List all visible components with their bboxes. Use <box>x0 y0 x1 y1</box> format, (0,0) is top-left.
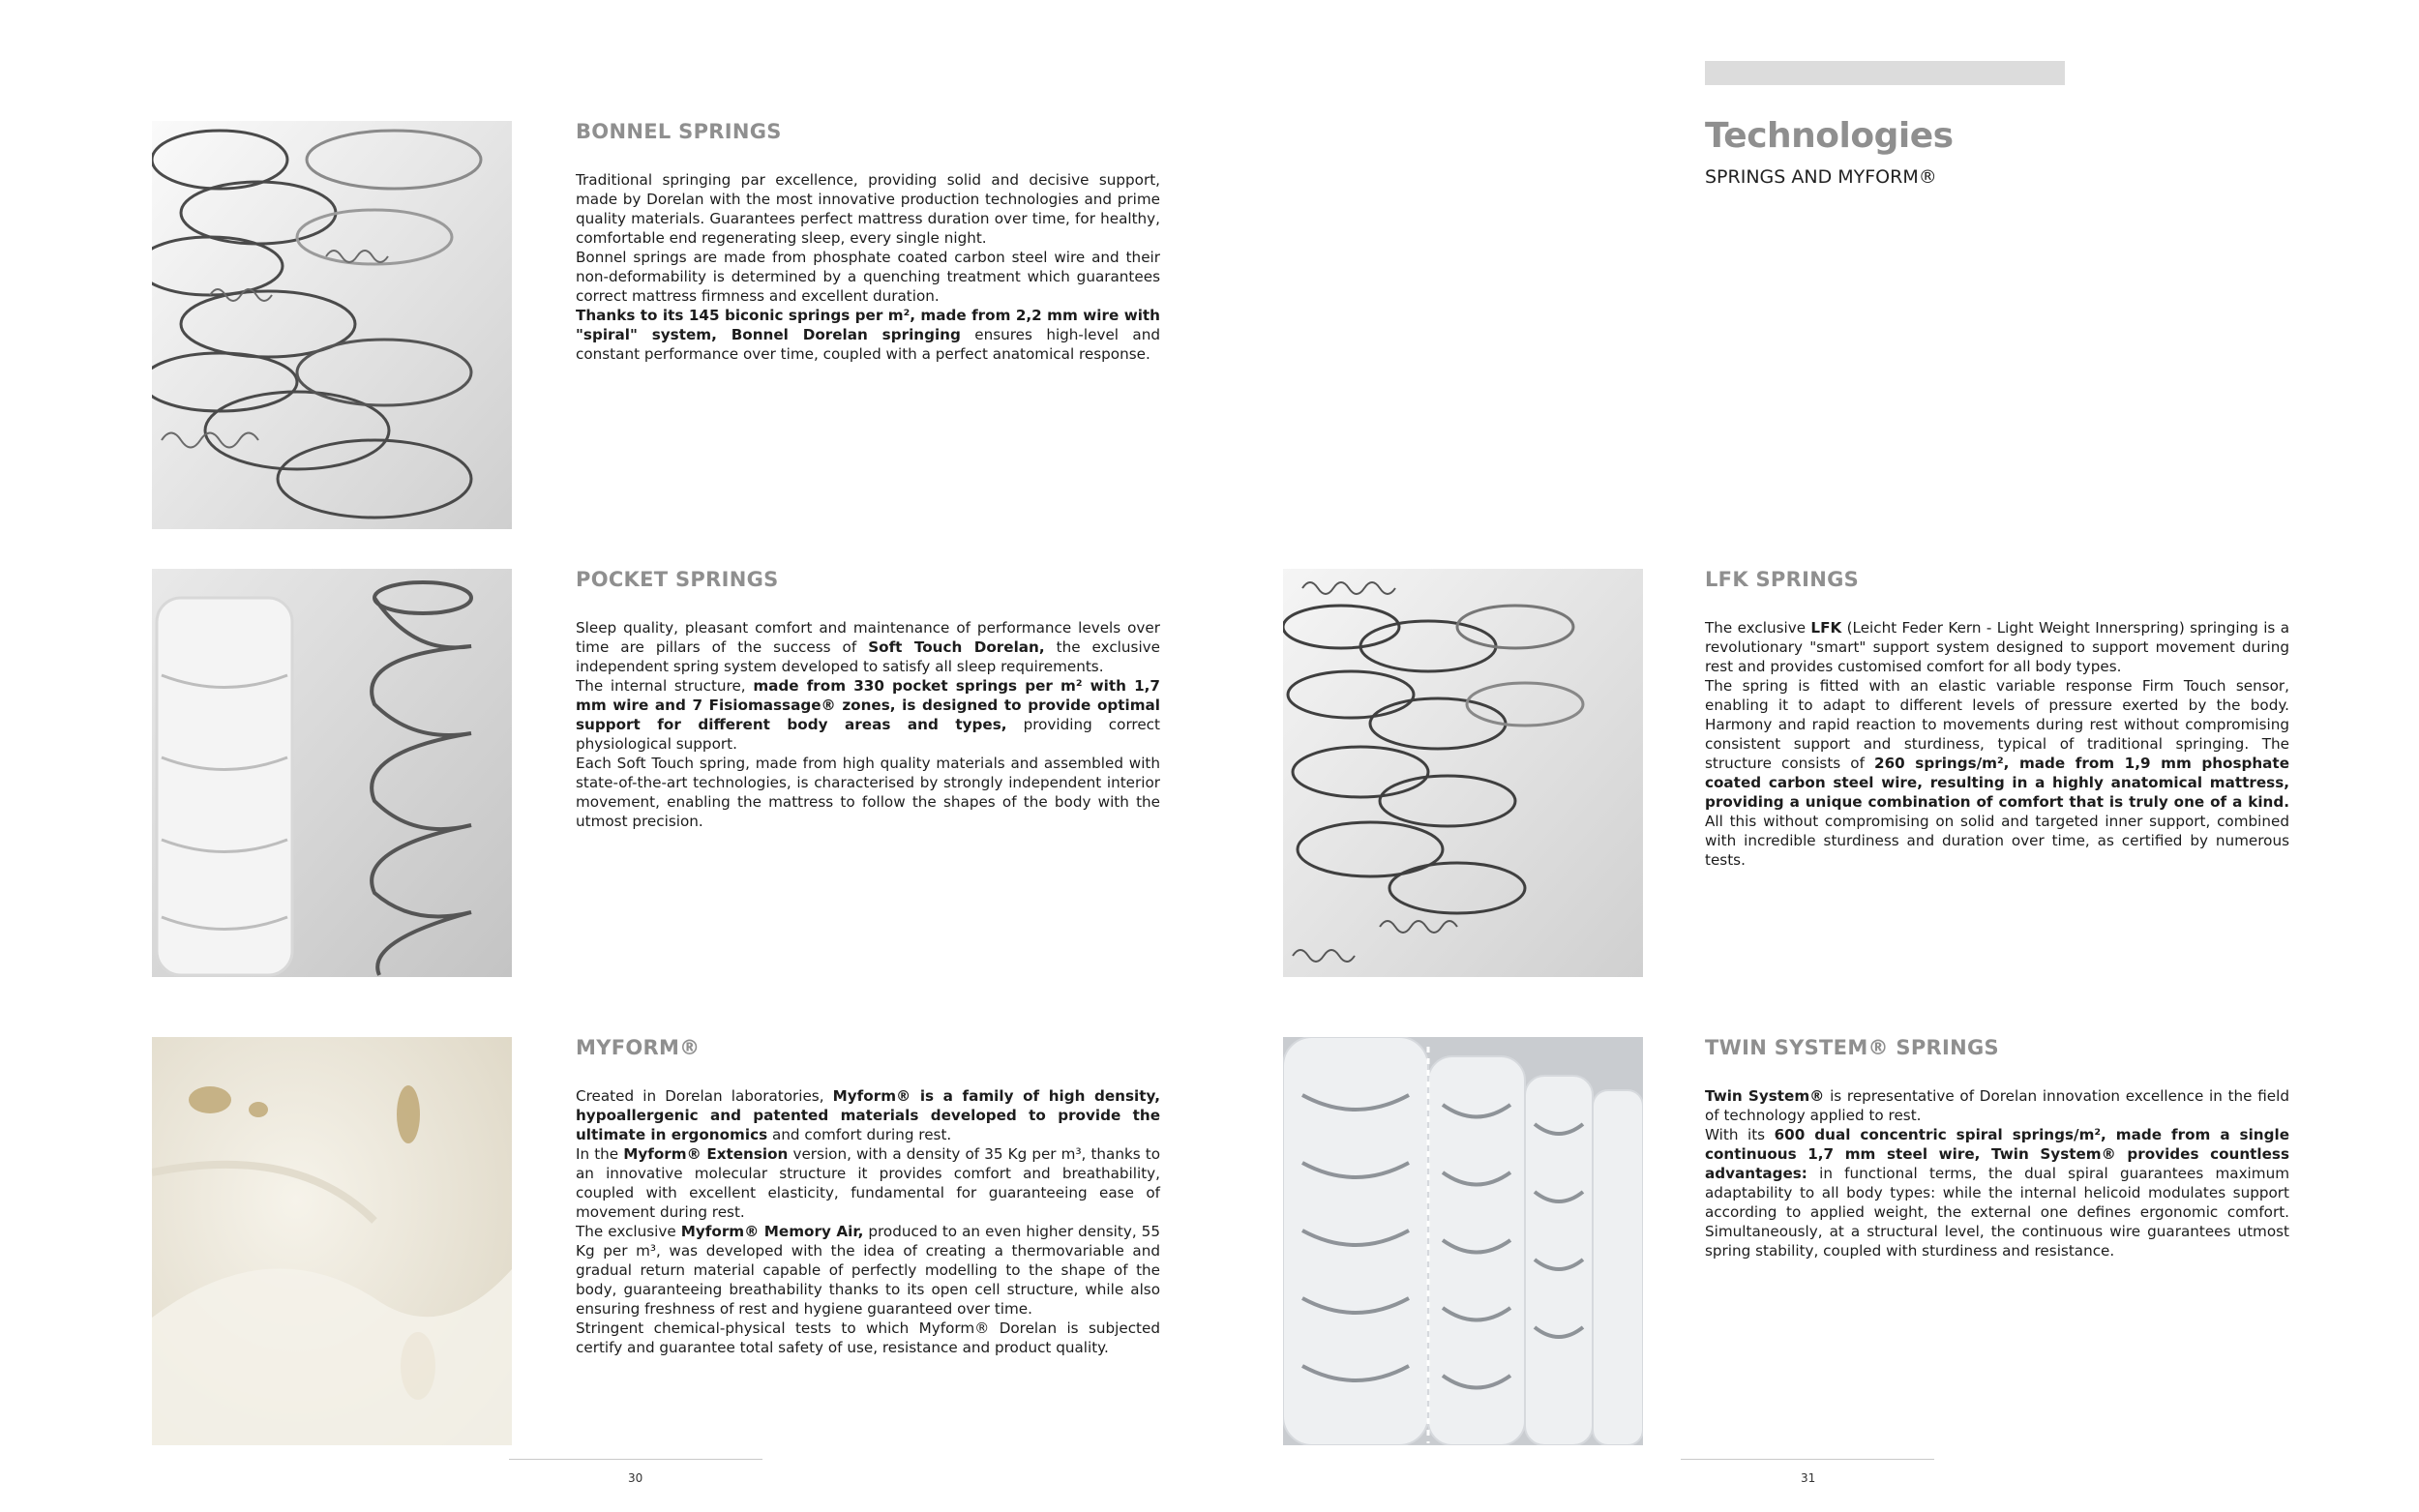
page-number-right: 31 <box>1801 1471 1816 1485</box>
twin-p2-a: With its <box>1705 1126 1775 1143</box>
footer-divider-left <box>509 1459 762 1460</box>
twin-paragraph-1 <box>1705 1086 2289 1125</box>
lfk-heading: LFK SPRINGS <box>1705 568 1860 591</box>
pocket-springs-photo <box>152 569 512 977</box>
lfk-paragraph-2 <box>1705 676 2289 870</box>
twin-text <box>1705 1086 2289 1260</box>
footer-divider-right <box>1681 1459 1934 1460</box>
pocket-paragraph-3: Each Soft Touch spring, made from high quality materials and assembled with state-of-the-art technologies, is characterised by strongly independent interior movement, enabling the mattress to follow the shapes of the body with the utmost precision. <box>576 755 1160 830</box>
myform-p2-bold: Myform® Extension <box>623 1145 789 1163</box>
bonnel-text <box>576 170 1160 364</box>
myform-paragraph-3 <box>576 1222 1160 1319</box>
lfk-paragraph-1 <box>1705 618 2289 676</box>
myform-p3-bold: Myform® Memory Air, <box>680 1223 864 1240</box>
pocket-p2-a: The internal structure, <box>576 677 754 695</box>
twin-system-springs-photo <box>1283 1037 1643 1445</box>
lfk-p1-bold: LFK <box>1810 619 1842 637</box>
pocket-p1-a: Sleep quality, pleasant comfort and maintenance of performance levels over time are pillars of the success of <box>576 619 1160 656</box>
pocket-p2-c: providing correct physiological support. <box>576 716 1160 753</box>
pocket-paragraph-1 <box>576 618 1160 676</box>
pocket-p1-bold: Soft Touch Dorelan, <box>868 638 1045 656</box>
pocket-text <box>576 618 1160 831</box>
lfk-p2-c: All this without compromising on solid and targeted inner support, combined with incredible sturdiness and duration over time, as certified by numerous tests. <box>1705 813 2289 869</box>
pocket-p2-bold: made from 330 pocket springs per m² with 1,7 mm wire and 7 Fisiomassage® zones, is designed to provide optimal support for different body areas and types, <box>576 677 1160 733</box>
myform-paragraph-4: Stringent chemical-physical tests to which Myform® Dorelan is subjected certify and guarantee total safety of use, resistance and product quality. <box>576 1319 1160 1356</box>
myform-p3-a: The exclusive <box>576 1223 681 1240</box>
bonnel-paragraph-1: Traditional springing par excellence, providing solid and decisive support, made by Dorelan with the most innovative production technologies and prime quality materials. Guarantees perfect mattress duration over time, for healthy, comfortable end regenerating sleep, every single night. <box>576 171 1160 247</box>
pocket-paragraph-2 <box>576 676 1160 754</box>
bonnel-springs-photo <box>152 121 512 529</box>
twin-heading: TWIN SYSTEM® SPRINGS <box>1705 1036 1999 1059</box>
twin-p1-b: is representative of Dorelan innovation excellence in the field of technology applied to rest. <box>1705 1087 2289 1124</box>
bonnel-paragraph-3 <box>576 306 1160 364</box>
header-grey-bar <box>1705 61 2065 85</box>
twin-p2-c: in functional terms, the dual spiral guarantees maximum adaptability to all body types: while the internal helicoid modulates support according to applied weight, the external one defines ergonomic comfort. Simultaneously, at a structural level, the continuous wire guarantees utmost spring stability, coupled with sturdiness and resistance. <box>1705 1165 2289 1260</box>
lfk-p2-a: The spring is fitted with an elastic variable response Firm Touch sensor, enabling it to adapt to different levels of pressure exerted by the body. Harmony and rapid reaction to movements during rest without compromising consistent support and sturdiness, typical of traditional springing. The structure consists of <box>1705 677 2289 772</box>
bonnel-bold-text: Thanks to its 145 biconic springs per m², made from 2,2 mm wire with "spiral" system, Bonnel Dorelan springing <box>576 307 1160 343</box>
lfk-p1-a: The exclusive <box>1705 619 1811 637</box>
twin-p2-bold: 600 dual concentric spiral springs/m², made from a single continuous 1,7 mm steel wire, Twin System® provides countless advantages: <box>1705 1126 2289 1182</box>
lfk-springs-photo <box>1283 569 1643 977</box>
twin-paragraph-2 <box>1705 1125 2289 1260</box>
page-title: Technologies <box>1705 116 1954 156</box>
myform-p1-c: and comfort during rest. <box>767 1126 952 1143</box>
myform-foam-photo <box>152 1037 512 1445</box>
pocket-p1-c: the exclusive independent spring system developed to satisfy all sleep requirements. <box>576 638 1160 675</box>
myform-p2-c: version, with a density of 35 Kg per m³, thanks to an innovative molecular structure it provides comfort and breathability, coupled with excellent elasticity, fundamental for guaranteeing ease of movement during rest. <box>576 1145 1161 1221</box>
lfk-text <box>1705 618 2289 870</box>
myform-p2-a: In the <box>576 1145 624 1163</box>
myform-p1-bold: Myform® is a family of high density, hypoallergenic and patented materials developed to provide the ultimate in ergonomics <box>576 1087 1160 1143</box>
bonnel-heading: BONNEL SPRINGS <box>576 120 782 143</box>
myform-p1-a: Created in Dorelan laboratories, <box>576 1087 833 1105</box>
twin-p1-bold: Twin System® <box>1705 1087 1825 1105</box>
page-subtitle: SPRINGS AND MYFORM® <box>1705 166 1937 188</box>
myform-heading: MYFORM® <box>576 1036 701 1059</box>
pocket-heading: POCKET SPRINGS <box>576 568 779 591</box>
myform-text <box>576 1086 1160 1357</box>
lfk-p2-bold: 260 springs/m², made from 1,9 mm phosphate coated carbon steel wire, resulting in a highly anatomical mattress, providing a unique combination of comfort that is truly one of a kind. <box>1705 755 2289 811</box>
page-number-left: 30 <box>628 1471 643 1485</box>
myform-paragraph-2 <box>576 1144 1160 1222</box>
bonnel-paragraph-2: Bonnel springs are made from phosphate coated carbon steel wire and their non-deformability is determined by a quenching treatment which guarantees correct mattress firmness and excellent duration. <box>576 249 1160 305</box>
myform-paragraph-1 <box>576 1086 1160 1144</box>
lfk-p1-c: (Leicht Feder Kern - Light Weight Innerspring) springing is a revolutionary "smart" support system designed to support movement during rest and provides customised comfort for all body types. <box>1705 619 2289 675</box>
myform-p3-c: produced to an even higher density, 55 Kg per m³, was developed with the idea of creating a thermovariable and gradual return material capable of perfectly modelling to the shape of the body, guaranteeing breathability thanks to its open cell structure, while also ensuring freshness of rest and hygiene guaranteed over time. <box>576 1223 1161 1318</box>
bonnel-paragraph-3-rest: ensures high-level and constant performance over time, coupled with a perfect anatomical response. <box>576 326 1160 363</box>
